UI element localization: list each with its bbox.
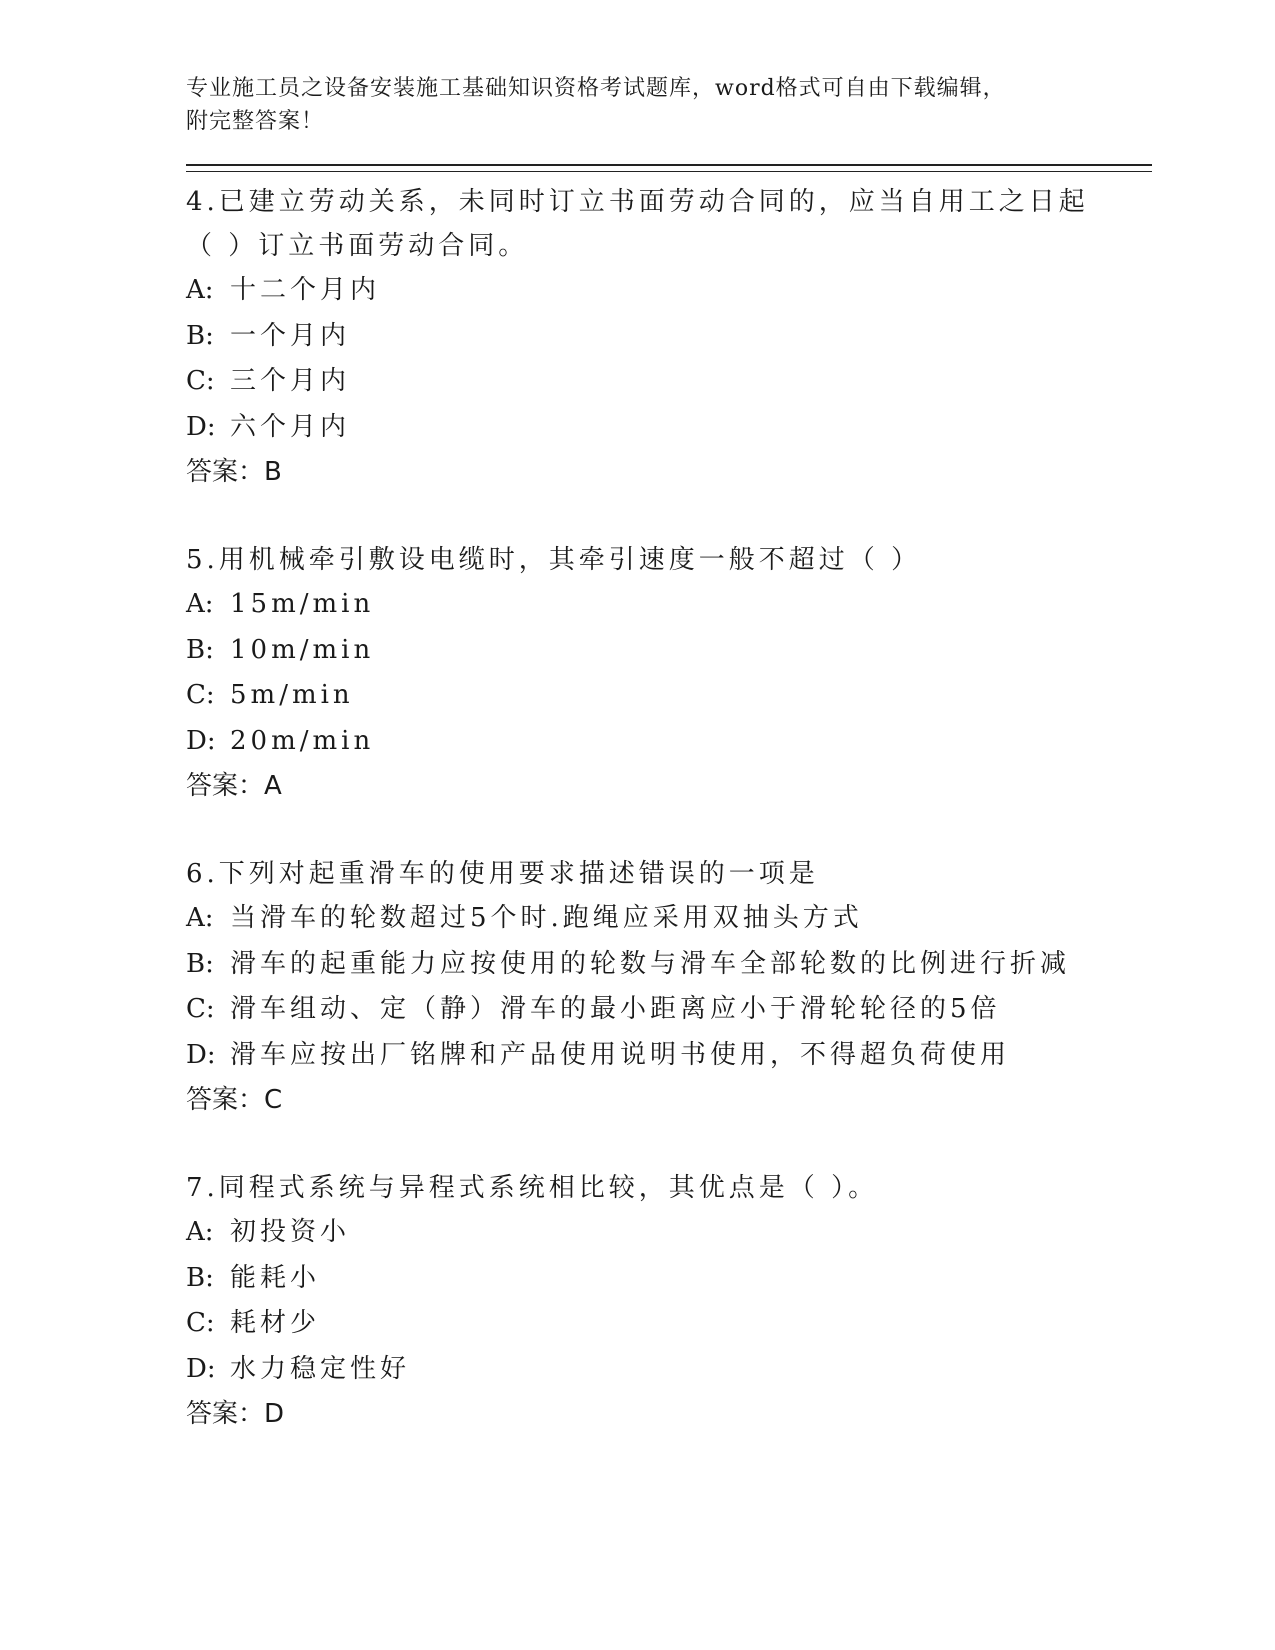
option-label: A: (186, 1217, 214, 1247)
option-text: 5m/min (230, 680, 354, 710)
option-a (186, 1210, 1152, 1256)
question-4 (186, 180, 1152, 494)
option-label: B: (186, 1262, 214, 1293)
option-text: 滑车的起重能力应按使用的轮数与滑车全部轮数的比例进行折减 (230, 948, 1071, 979)
option-c (186, 987, 1152, 1033)
option-d (186, 405, 1152, 451)
option-text: 10m/min (230, 634, 375, 665)
option-text: 滑车组动、定（静）滑车的最小距离应小于滑轮轮径的5倍 (230, 994, 1001, 1024)
option-text: 15m/min (230, 589, 375, 619)
option-text: 三个月内 (230, 366, 351, 396)
option-d (186, 1347, 1152, 1393)
header-divider (186, 164, 1152, 172)
option-c (186, 1301, 1152, 1347)
option-label: A: (186, 589, 214, 619)
option-label: D: (186, 1039, 216, 1070)
answer-line: 答案：B (186, 457, 282, 487)
question-stem: 7.同程式系统与异程式系统相比较，其优点是（ ）。 (186, 1173, 879, 1203)
option-label: B: (186, 948, 214, 979)
option-label: C: (186, 994, 215, 1024)
option-label: D: (186, 1353, 216, 1384)
answer-line: 答案：C (186, 1085, 283, 1115)
document-page (186, 72, 1152, 1480)
option-text: 20m/min (230, 725, 375, 756)
answer-line: 答案：D (186, 1399, 285, 1429)
option-text: 滑车应按出厂铭牌和产品使用说明书使用，不得超负荷使用 (230, 1039, 1011, 1070)
option-label: B: (186, 320, 214, 351)
option-b (186, 942, 1152, 988)
option-text: 一个月内 (230, 320, 351, 351)
option-label: A: (186, 903, 214, 933)
option-text: 能耗小 (230, 1262, 321, 1293)
option-label: C: (186, 680, 215, 710)
document-header (186, 72, 1152, 138)
answer-line: 答案：A (186, 771, 282, 801)
option-b (186, 628, 1152, 674)
option-text: 水力稳定性好 (230, 1353, 411, 1384)
option-label: C: (186, 366, 215, 396)
option-label: A: (186, 275, 214, 305)
question-stem-continued: （ ）订立书面劳动合同。 (186, 231, 529, 261)
question-5 (186, 538, 1152, 808)
option-b (186, 314, 1152, 360)
option-text: 六个月内 (230, 411, 351, 442)
option-text: 十二个月内 (230, 275, 381, 305)
option-text: 初投资小 (230, 1217, 351, 1247)
header-line-2: 附完整答案！ (186, 109, 325, 134)
option-label: D: (186, 725, 216, 756)
option-d (186, 1033, 1152, 1079)
question-stem: 5.用机械牵引敷设电缆时，其牵引速度一般不超过（ ） (186, 545, 922, 575)
option-c (186, 673, 1152, 719)
question-stem: 6.下列对起重滑车的使用要求描述错误的一项是 (186, 859, 819, 889)
option-a (186, 582, 1152, 628)
question-stem: 4.已建立劳动关系，未同时订立书面劳动合同的，应当自用工之日起 (186, 187, 1089, 217)
option-d (186, 719, 1152, 765)
option-text: 耗材少 (230, 1308, 321, 1338)
question-list (186, 180, 1152, 1436)
question-7 (186, 1166, 1152, 1436)
header-line-1: 专业施工员之设备安装施工基础知识资格考试题库，word格式可自由下载编辑， (186, 76, 1006, 101)
option-label: C: (186, 1308, 215, 1338)
option-label: B: (186, 634, 214, 665)
question-6 (186, 852, 1152, 1122)
option-b (186, 1256, 1152, 1302)
option-label: D: (186, 411, 216, 442)
option-a (186, 896, 1152, 942)
option-text: 当滑车的轮数超过5个时.跑绳应采用双抽头方式 (230, 903, 863, 933)
option-a (186, 268, 1152, 314)
option-c (186, 359, 1152, 405)
